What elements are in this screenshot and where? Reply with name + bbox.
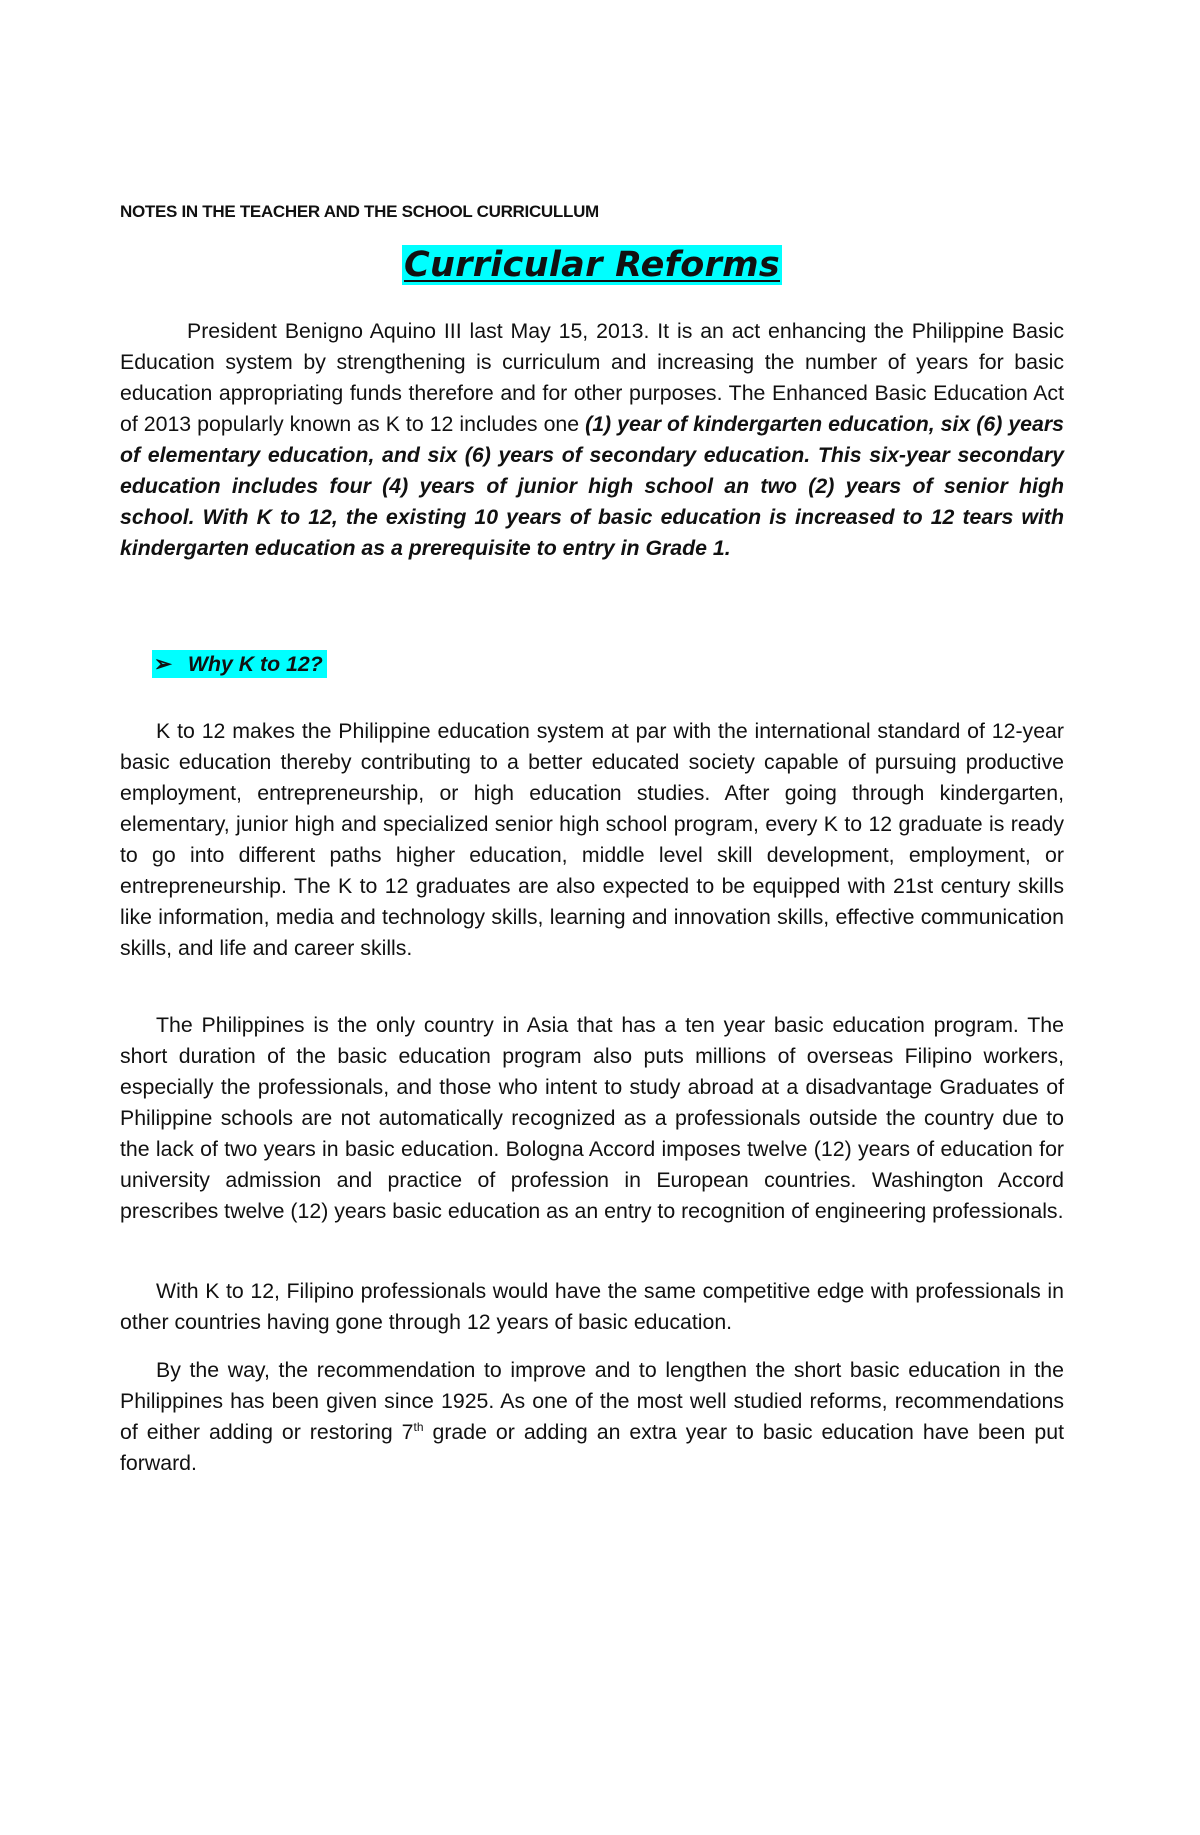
intro-paragraph xyxy=(120,316,1064,564)
arrow-bullet-icon: ➢ xyxy=(154,652,172,676)
paragraph-why-2: The Philippines is the only country in Asia that has a ten year basic education program. The short duration of the basic education program also puts millions of overseas Filipino workers, especially the professionals, and those who intent to study abroad at a disadvantage Graduates of Philippine schools are not automatically recognized as a professionals outside the country due to the lack of two years in basic education. Bologna Accord imposes twelve (12) years of education for university admission and practice of profession in European countries. Washington Accord prescribes twelve (12) years basic education as an entry to recognition of engineering professionals. xyxy=(120,1013,1064,1223)
last-paragraph-text: By the way, the recommendation to improve and to lengthen the short basic education in the Philippines has been given since 1925. As one of the most well studied reforms, recommendations of either adding or restoring 7 xyxy=(120,1358,1064,1444)
paragraph-why-4 xyxy=(120,1355,1064,1479)
page-title xyxy=(120,246,1064,285)
section-heading-text: Why K to 12? xyxy=(187,652,323,676)
title-highlight: Curricular Reforms xyxy=(403,245,781,285)
last-paragraph-end: grade or adding an extra year to basic education have been put forward. xyxy=(120,1420,1064,1475)
document-header: NOTES IN THE TEACHER AND THE SCHOOL CURRICULLUM xyxy=(120,202,599,221)
intro-emphasis: (1) year of kindergarten education, six (6) years of elementary education, and six (6) years of secondary education. This six-year secondary education includes four (4) years of junior high school an two (2) years of senior high school. With K to 12, the existing 10 years of basic education is increased to 12 tears with kindergarten education as a prerequisite to entry in Grade 1. xyxy=(120,412,1064,560)
ordinal-superscript: th xyxy=(413,1420,424,1434)
section-heading xyxy=(152,652,327,677)
intro-text: President Benigno Aquino III last May 15, 2013. It is an act enhancing the Philippine Basic Education system by strengthening is curriculum and increasing the number of years for basic education appropriating funds therefore and for other purposes. The Enhanced Basic Education Act of 2013 popularly known as K to 12 includes one xyxy=(120,319,1064,436)
section-heading-highlight xyxy=(152,650,327,678)
paragraph-why-3: With K to 12, Filipino professionals would have the same competitive edge with professionals in other countries having gone through 12 years of basic education. xyxy=(120,1279,1064,1334)
paragraph-why-1: K to 12 makes the Philippine education system at par with the international standard of 12-year basic education thereby contributing to a better educated society capable of pursuing productive employment, entrepreneurship, or high education studies. After going through kindergarten, elementary, junior high and specialized senior high school program, every K to 12 graduate is ready to go into different paths higher education, middle level skill development, employment, or entrepreneurship. The K to 12 graduates are also expected to be equipped with 21st century skills like information, media and technology skills, learning and innovation skills, effective communication skills, and life and career skills. xyxy=(120,719,1064,960)
